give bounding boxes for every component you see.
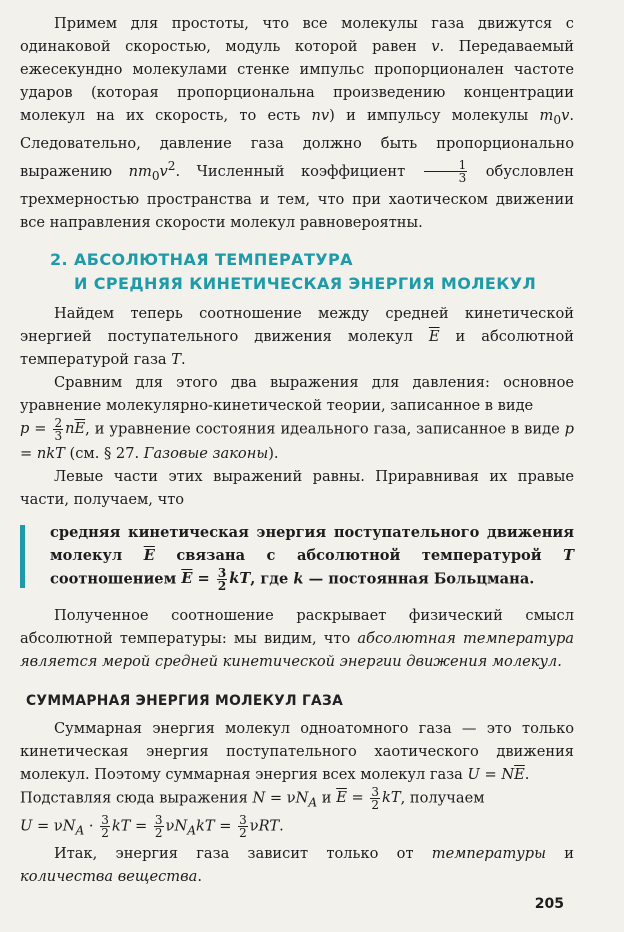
section-heading (50, 248, 574, 296)
highlighted-rule (20, 521, 574, 592)
paragraph-meaning: Полученное соотношение раскрывает физический смысл абсолютной температуры: мы видим, что абсолютная температура является мерой средней кинетической энергии движения молекул. (20, 606, 574, 670)
paragraph-conclusion: Итак, энергия газа зависит только от температуры и количества вещества. (20, 845, 574, 886)
paragraph-final-equation: $U = \nu N_A$ · $\frac{3}{2}$ kT = $\frac{3}{2}$ $\nu N_AkT$ = $\frac{3}{2}$ νRT. (20, 813, 284, 841)
paragraph-equations: p = $\frac{2}{3}$ $n\overline{E}$, и уравнение состояния идеального газа, записанное в виде p = nkT (см. § 27. Газовые законы). (20, 415, 574, 462)
section-heading-line-2: И СРЕДНЯЯ КИНЕТИЧЕСКАЯ ЭНЕРГИЯ МОЛЕКУЛ (74, 273, 537, 293)
rule-text: средняя кинетическая энергия поступательного движения молекул $\overline{E}$ связана с абсолютной температурой T соотношением $\overline{E}$ = $\frac{3}{2}$ kT, где k — постоянная Больцмана. (50, 523, 574, 593)
paragraph-total-energy: Суммарная энергия молекул одноатомного газа — это только кинетическая энергия поступательного хаотического движения молекул. Поэтому суммарная энергия всех молекул газа $U = N\overline{E}$. (20, 719, 574, 783)
section-heading-line-1: 2. АБСОЛЮТНАЯ ТЕМПЕРАТУРА (50, 249, 353, 269)
paragraph-substitute: Подставляя сюда выражения $N = \nu N_A$ и $\overline{E}$ = $\frac{3}{2}$ kT, получаем (20, 784, 485, 812)
paragraph-compare: Сравним для этого два выражения для давления: основное уравнение молекулярно-кинетической теории, записанное в виде (20, 373, 574, 414)
page-number: 205 (534, 896, 564, 912)
paragraph-equate: Левые части этих выражений равны. Приравнивая их правые части, получаем, что (20, 467, 574, 508)
subsection-heading: СУММАРНАЯ ЭНЕРГИЯ МОЛЕКУЛ ГАЗА (26, 692, 344, 709)
paragraph-intro: Найдем теперь соотношение между средней кинетической энергией поступательного движения молекул $\overline{E}$ и абсолютной температурой газа T. (20, 304, 574, 368)
paragraph-pressure-derivation: Примем для простоты, что все молекулы газа движутся с одинаковой скоростью, модуль которой равен v. Передаваемый ежесекундно молекулами стенке импульс пропорционален частоте ударов (которая пропорциональна произведению концентрации молекул на их скорость, то есть nv) и импульсу молекулы $m_0v$. Следовательно, давление газа должно быть пропорционально выражению $nm_0v^2$. Численный коэффициент $\frac{1}{3}$ обусловлен трехмерностью пространства и тем, что при хаотическом движении все направления скорости молекул равновероятны. (20, 15, 575, 231)
